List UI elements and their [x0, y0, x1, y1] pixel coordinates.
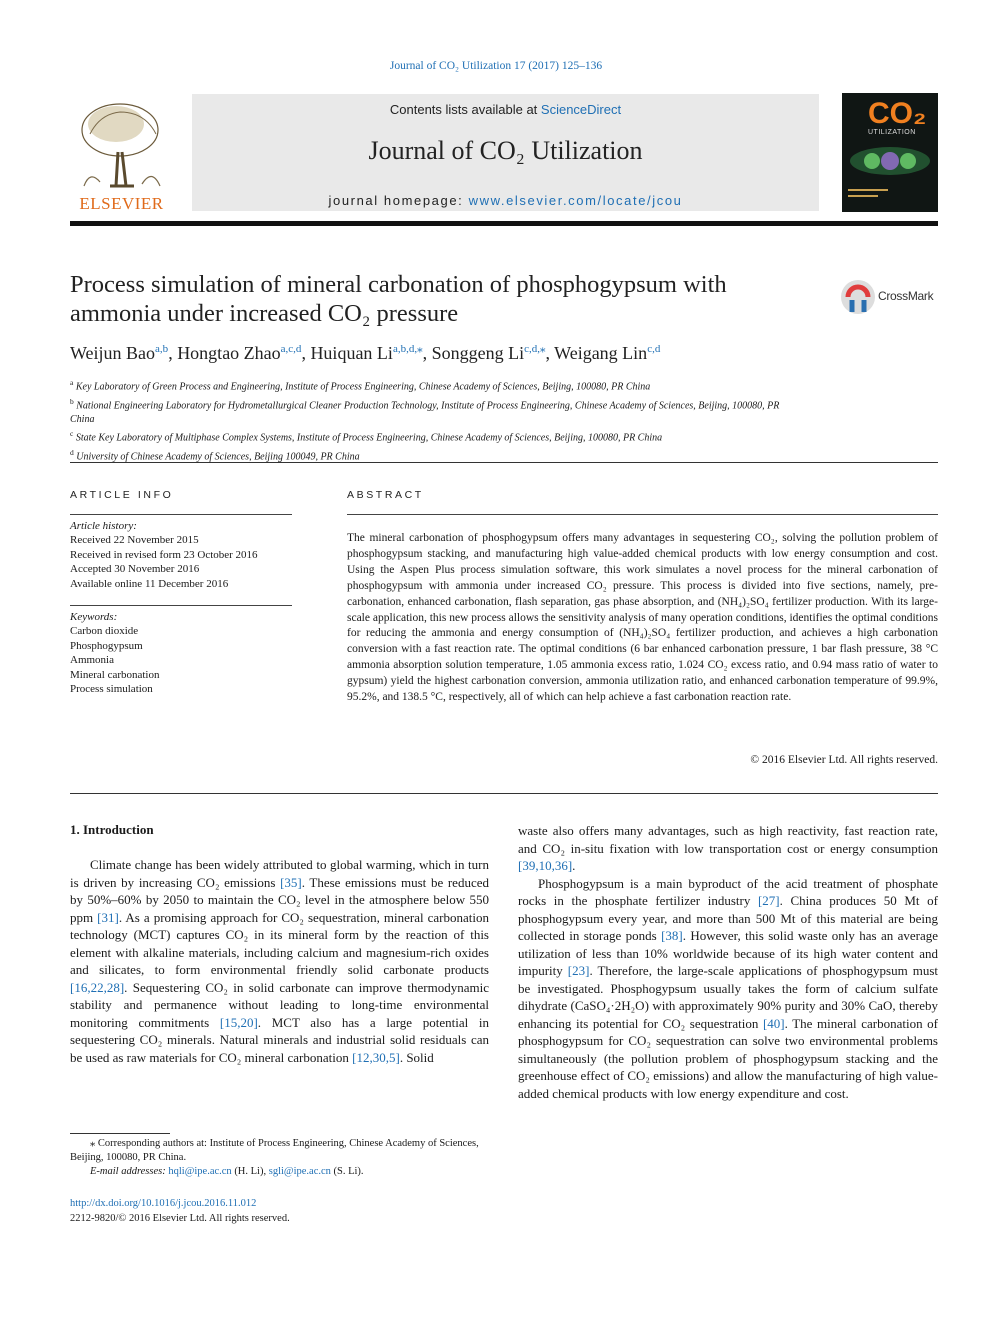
author-list: Weijun Bao$^{a,b}$, Hongtao Zhao$^{a,c,d}$, Huiquan $Li^{a,b,d,⁎}$, Songgeng $Li^{c,d,⁎}$, Weigang Lin$^{c,d}$ [70, 343, 661, 363]
keyword: Process simulation [70, 683, 153, 696]
citation-link[interactable]: [16,22,28] [70, 979, 125, 995]
author-name: Hongtao Zhao [177, 343, 281, 363]
citation-link[interactable]: [40] [762, 1015, 785, 1031]
crossmark-label: CrossMark [878, 289, 934, 303]
abstract-text: The mineral carbonation of phosphogypsum offers many advantages in sequestering CO₂, solving the pollution problem of phosphogypsum stacking, and manufacturing high value-added chemical products with low energy consumption and cost. Using the Aspen Plus process simulation software, this work simulates a novel process for the mineral carbonation of phosphogypsum with ammonia under increased CO₂ pressure. This process is divided into five sections, namely, pre-carbonation, enhanced carbonation, flash separation, gas phase absorption, and (NH₄)₂SO₄ fertilizer production. With its large-scale application, this new process allows the sensitivity analysis of many operation conditions, identifies the optimal conditions for reducing the ammonia and energy consumption of (NH₄)₂SO₄ fertilizer production, and achieves a high carbonation conversion with a fast reaction rate. The optimal conditions (6 bar enhanced carbonation pressure, 1 bar flash pressure, 38 °C ammonia absorption solution temperature, 1.05 ammonia excess ratio, 1.024 CO₂ excess ratio, and 0.94 mass ratio of water to gypsum) yield the highest carbonation conversion, ammonia utilization ratio, and enhanced carbonation temperature of 99.9%, 95.2%, and 138.5 °C, respectively, all of which can help achieve a fast carbonation reaction rate. [347, 532, 938, 704]
article-info-heading: ARTICLE INFO [70, 489, 174, 501]
affiliation-key: c [70, 429, 74, 439]
cover-title: CO₂ [868, 97, 927, 130]
article-title: Process simulation of mineral carbonation of phosphogypsum with ammonia under increased CO₂ pressure [70, 271, 727, 327]
affiliation-item [70, 395, 800, 428]
body-column-left [70, 856, 489, 1066]
corresponding-author-note: ⁎ Corresponding authors at: Institute of Process Engineering, Chinese Academy of Sciences, Beijing, 100080, PR China. [70, 1138, 479, 1164]
body-column-right [518, 822, 938, 1102]
citation-link[interactable]: [23] [567, 963, 590, 978]
author-name: Weijun Bao [70, 343, 156, 363]
cover-subtitle: UTILIZATION [868, 129, 916, 136]
citation-link[interactable]: [12,30,5] [352, 1049, 400, 1065]
journal-title: Journal of CO₂ Utilization [368, 136, 643, 165]
affiliation-key: b [70, 396, 74, 406]
keyword: Mineral carbonation [70, 668, 160, 681]
journal-cover-image[interactable] [842, 93, 938, 212]
author-affiliation-marker[interactable]: c,d,⁎ [524, 343, 546, 355]
keyword: Ammonia [70, 654, 114, 667]
elsevier-logo[interactable] [70, 94, 173, 212]
affiliation-text: Key Laboratory of Green Process and Engineering, Institute of Process Engineering, Chinese Academy of Sciences, Beijing, 100080, PR China [73, 381, 651, 393]
history-accepted: Accepted 30 November 2016 [70, 563, 200, 576]
journal-banner [192, 94, 819, 211]
history-online: Available online 11 December 2016 [70, 577, 229, 590]
keywords-label: Keywords: [70, 611, 118, 623]
journal-citation[interactable]: Journal of CO₂ Utilization 17 (2017) 125–136 [389, 60, 603, 72]
divider [70, 462, 938, 463]
author-name: Songgeng Li [431, 343, 525, 363]
affiliation-item [70, 427, 800, 446]
crossmark-badge[interactable] [840, 278, 940, 318]
affiliation-key: d [70, 447, 74, 457]
email-label: E-mail addresses: [90, 1166, 169, 1178]
affiliation-item [70, 376, 800, 395]
divider [347, 514, 938, 515]
keyword: Carbon dioxide [70, 625, 139, 638]
divider [70, 605, 292, 606]
author-affiliation-marker[interactable]: a,b [155, 343, 169, 355]
citation-link[interactable]: [27] [757, 893, 780, 908]
doi-link[interactable]: http://dx.doi.org/10.1016/j.jcou.2016.11.012 [70, 1198, 257, 1209]
history-received: Received 22 November 2015 [70, 534, 199, 547]
keywords [70, 610, 292, 696]
keyword: Phosphogypsum [70, 639, 143, 652]
email-owner: (S. Li). [330, 1166, 364, 1178]
sciencedirect-link[interactable]: ScienceDirect [540, 102, 622, 117]
affiliation-text: National Engineering Laboratory for Hydrometallurgical Cleaner Production Technology, Institute of Process Engineering, Chinese Academy of Sciences, Beijing, 100080, PR China [70, 399, 780, 426]
contents-line [192, 102, 819, 117]
affiliation-list [70, 376, 800, 464]
divider [70, 514, 292, 515]
history-label: Article history: [70, 520, 137, 532]
divider [70, 793, 938, 794]
email-line [70, 1165, 489, 1179]
affiliation-text: University of Chinese Academy of Sciences, Beijing 100049, PR China [73, 451, 360, 463]
publisher-logo-text: ELSEVIER [79, 194, 164, 213]
article-history [70, 519, 292, 591]
citation-link[interactable]: [31] [97, 909, 119, 925]
author-affiliation-marker[interactable]: a,c,d [280, 343, 302, 355]
affiliation-key: a [70, 378, 74, 387]
homepage-link[interactable]: www.elsevier.com/locate/jcou [468, 193, 683, 208]
body-paragraph: Climate change has been widely attributed to global warming, which in turn is driven by increasing CO₂ emissions [35]. These emissions must be reduced by 50%–60% by 2050 to maintain the CO₂ level in the atmosphere below 550 ppm [31]. As a promising approach for CO₂ sequestration, mineral carbonation technology (MCT) captures CO₂ in its mineral form by the reaction of this element with alkaline materials, including calcium and magnesium-rich oxides and silicates, to form environmental friendly solid carbonate products [16,22,28]. Sequestering CO₂ in solid carbonate can improve thermodynamic stability and permanence without leading to long-time environmental monitoring commitments [15,20]. MCT also has a large potential in sequestering CO₂ minerals. Natural minerals and industrial solid residuals can be used as raw materials for CO₂ mineral carbonation [12,30,5]. Solid [70, 857, 489, 1065]
cover-graphic-icon [842, 93, 938, 212]
contents-prefix: Contents lists available at [389, 102, 541, 117]
citation-link[interactable]: [15,20] [219, 1014, 258, 1030]
author-affiliation-marker[interactable]: a,b,d,⁎ [392, 343, 423, 355]
citation-link[interactable]: [35] [280, 874, 302, 890]
citation-link[interactable]: [39,10,36] [518, 858, 573, 873]
author-affiliation-marker[interactable]: c,d [647, 343, 661, 355]
issn-line: 2212-9820/© 2016 Elsevier Ltd. All rights reserved. [70, 1213, 290, 1224]
body-paragraph: waste also offers many advantages, such as high reactivity, fast reaction rate, and CO₂ in-situ fixation with low transportation cost or energy consumption [39,10,36]. [518, 823, 938, 873]
email-owner: (H. Li), [231, 1166, 269, 1178]
citation-link[interactable]: [38] [661, 928, 683, 943]
section-heading-introduction: 1. Introduction [70, 822, 154, 837]
crossmark-icon [840, 278, 876, 316]
abstract-copyright: © 2016 Elsevier Ltd. All rights reserved. [750, 754, 938, 766]
homepage-line [192, 193, 819, 208]
author-name: Weigang Lin [554, 343, 648, 363]
header-rule [70, 221, 938, 226]
affiliation-text: State Key Laboratory of Multiphase Complex Systems, Institute of Process Engineering, Chinese Academy of Sciences, Beijing, 100080, PR China [73, 432, 663, 444]
abstract-heading: ABSTRACT [347, 489, 424, 501]
footnote [70, 1137, 489, 1180]
email-link-sgli[interactable]: sgli@ipe.ac.cn [268, 1166, 331, 1178]
history-revised: Received in revised form 23 October 2016 [70, 548, 258, 561]
body-paragraph: Phosphogypsum is a main byproduct of the acid treatment of phosphate rocks in the phosphate fertilizer industry [27]. China produces 50 Mt of phosphogypsum every year, and more than 500 Mt of this material are being collected in storage ponds [38]. However, this solid waste only has an average utilization of less than 10% worldwide because of its high water content and impurity [23]. Therefore, the large-scale applications of phosphogypsum must be investigated. Phosphogypsum usually takes the form of calcium sulfate dihydrate (CaSO₄·2H₂O) with approximately 90% purity and 30% CaO, thereby enhancing its potential for CO₂ sequestration [40]. The mineral carbonation of phosphogypsum for CO₂ sequestration can solve two environmental problems simultaneously (the pollution problem of phosphogypsum stacking and the greenhouse effect of CO₂ emissions) and allow the manufacturing of high value-added chemical products with low energy expenditure and cost. [518, 875, 938, 1101]
footnote-rule [70, 1133, 170, 1134]
homepage-prefix: journal homepage: [328, 193, 469, 208]
email-link-hqli[interactable]: hqli@ipe.ac.cn [168, 1166, 232, 1178]
author-name: Huiquan Li [310, 343, 393, 363]
